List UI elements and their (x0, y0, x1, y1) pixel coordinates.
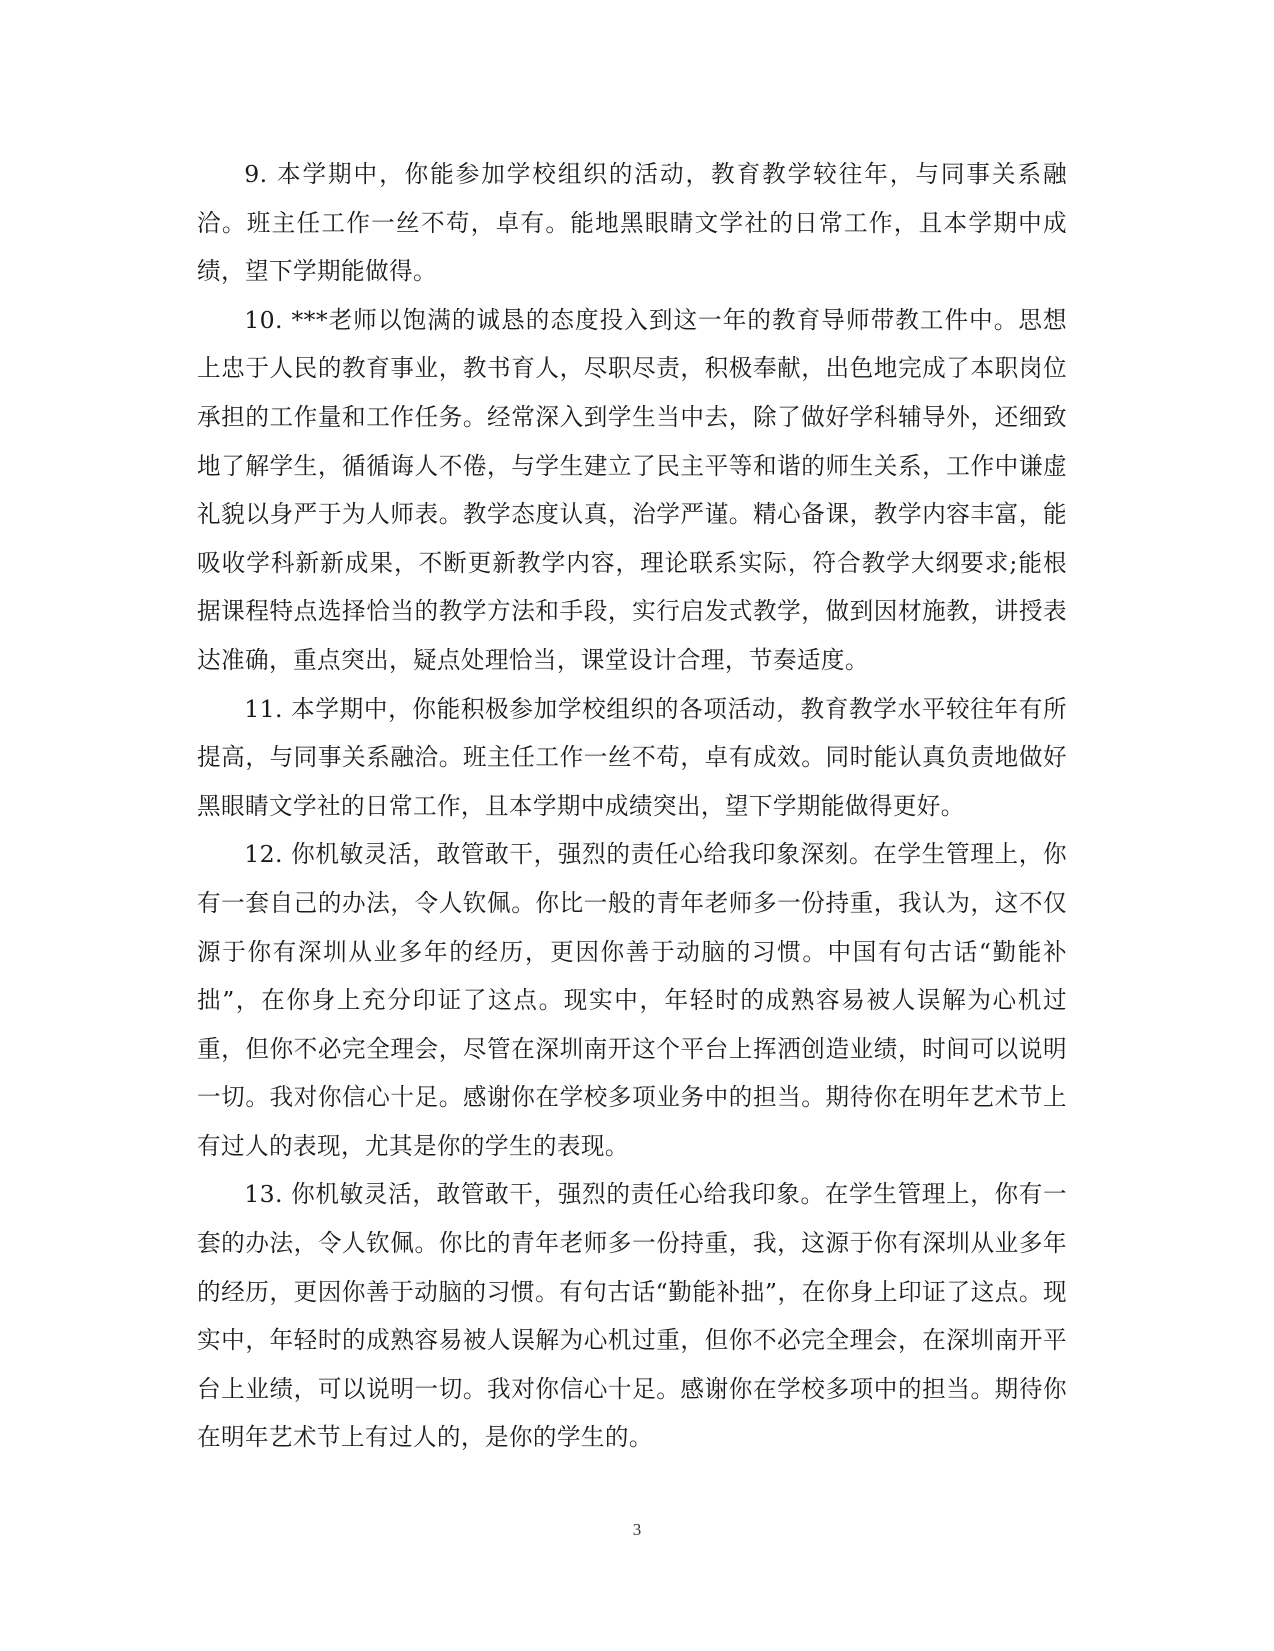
page-number: 3 (632, 1520, 642, 1539)
paragraph-11: 11. 本学期中，你能积极参加学校组织的各项活动，教育教学水平较往年有所提高，与同事关系融洽。班主任工作一丝不苟，卓有成效。同时能认真负责地做好黑眼睛文学社的日常工作，且本学期中成绩突出，望下学期能做得更好。 (197, 694, 1067, 820)
paragraph-9: 9. 本学期中，你能参加学校组织的活动，教育教学较往年，与同事关系融洽。班主任工作一丝不苟，卓有。能地黑眼睛文学社的日常工作，且本学期中成绩，望下学期能做得。 (197, 160, 1067, 286)
paragraph-12: 12. 你机敏灵活，敢管敢干，强烈的责任心给我印象深刻。在学生管理上，你有一套自己的办法，令人钦佩。你比一般的青年老师多一份持重，我认为，这不仅源于你有深圳从业多年的经历，更因你善于动脑的习惯。中国有句古话“勤能补拙”，在你身上充分印证了这点。现实中，年轻时的成熟容易被人误解为心机过重，但你不必完全理会，尽管在深圳南开这个平台上挥洒创造业绩，时间可以说明一切。我对你信心十足。感谢你在学校多项业务中的担当。期待你在明年艺术节上有过人的表现，尤其是你的学生的表现。 (197, 840, 1067, 1160)
paragraph-10: 10. ***老师以饱满的诚恳的态度投入到这一年的教育导师带教工件中。思想上忠于人民的教育事业，教书育人，尽职尽责，积极奉献，出色地完成了本职岗位承担的工作量和工作任务。经常深入到学生当中去，除了做好学科辅导外，还细致地了解学生，循循诲人不倦，与学生建立了民主平等和谐的师生关系，工作中谦虚礼貌以身严于为人师表。教学态度认真，治学严谨。精心备课，教学内容丰富，能吸收学科新新成果，不断更新教学内容，理论联系实际，符合教学大纲要求;能根据课程特点选择恰当的教学方法和手段，实行启发式教学，做到因材施教，讲授表达准确，重点突出，疑点处理恰当，课堂设计合理，节奏适度。 (197, 305, 1067, 674)
paragraph-13: 13. 你机敏灵活，敢管敢干，强烈的责任心给我印象。在学生管理上，你有一套的办法，令人钦佩。你比的青年老师多一份持重，我，这源于你有深圳从业多年的经历，更因你善于动脑的习惯。有句古话“勤能补拙”，在你身上印证了这点。现实中，年轻时的成熟容易被人误解为心机过重，但你不必完全理会，在深圳南开平台上业绩，可以说明一切。我对你信心十足。感谢你在学校多项中的担当。期待你在明年艺术节上有过人的，是你的学生的。 (197, 1180, 1067, 1452)
document-body (197, 150, 1067, 1462)
